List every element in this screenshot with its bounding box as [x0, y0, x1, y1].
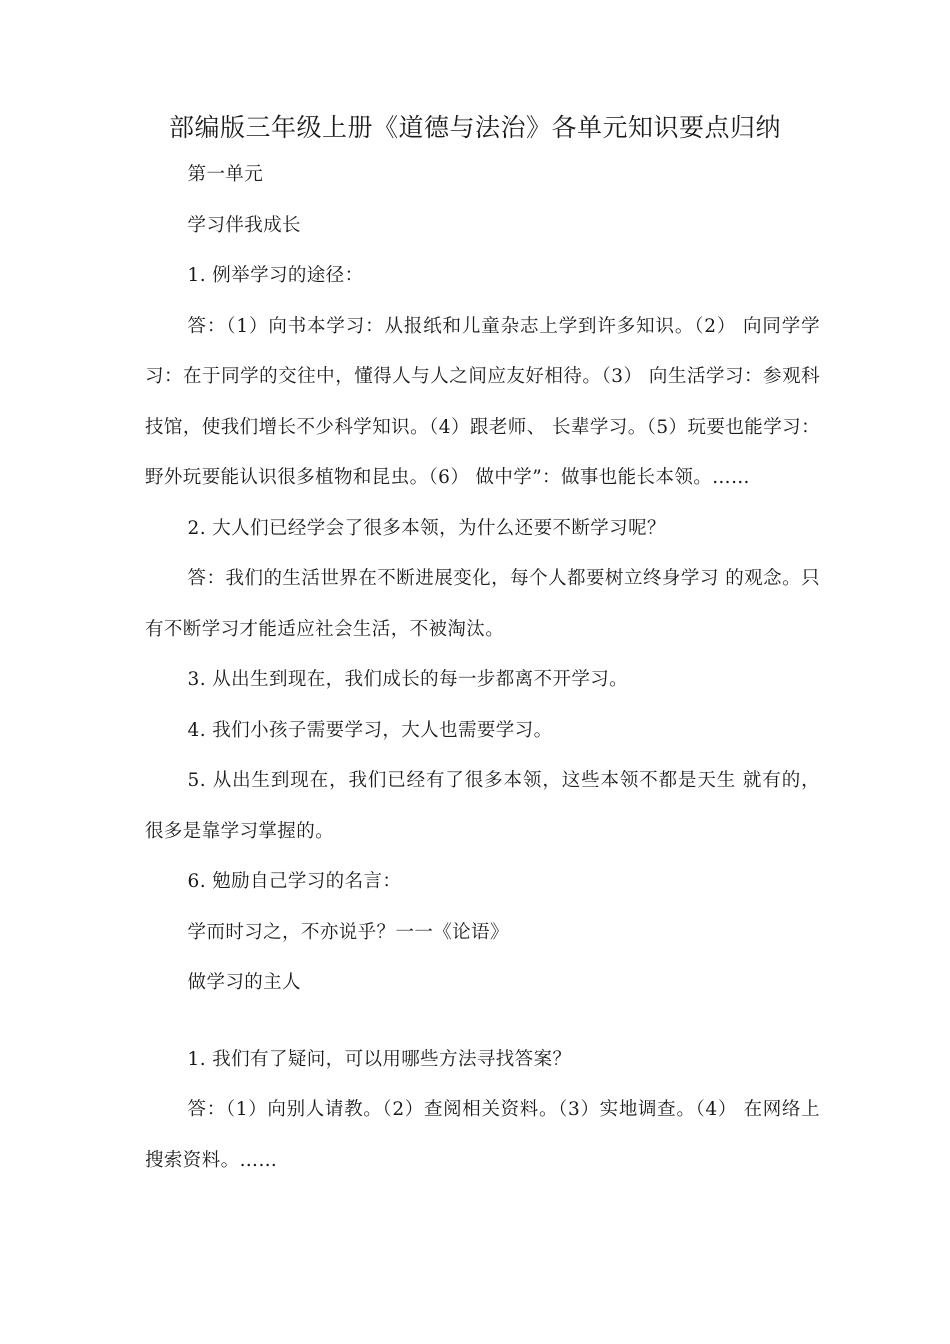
- question-paragraph: 2. 大人们已经学会了很多本领，为什么还要不断学习呢？: [187, 517, 666, 539]
- quote-paragraph: 学而时习之，不亦说乎？一一《论语》: [187, 921, 509, 943]
- question-paragraph: 1. 例举学习的途径：: [187, 265, 364, 286]
- answer-paragraph: 答：（1）向书本学习：从报纸和儿童杂志上学到许多知识。（2） 向同学学习：在于同学的交往中，懂得人与人之间应友好相待。（3） 向生活学习：参观科技馆，使我们增长不少科学知识。（4）跟老师、 长辈学习。（5）玩要也能学习：野外玩要能认识很多植物和昆虫。（6） 做中学”：做事也能长本领。……: [145, 315, 820, 488]
- section-gap: [145, 1009, 820, 1035]
- lesson-heading: 做学习的主人: [187, 972, 301, 993]
- document-title: 部编版三年级上册《道德与法治》各单元知识要点归纳: [168, 113, 781, 142]
- answer-paragraph: 答：（1）向别人请教。（2）查阅相关资料。（3）实地调查。（4） 在网络上搜索资料。……: [145, 1099, 820, 1171]
- point-paragraph: 5. 从出生到现在，我们已经有了很多本领，这些本领不都是天生 就有的，很多是靠学习掌握的。: [145, 770, 820, 842]
- unit-heading: 第一单元: [187, 164, 264, 185]
- answer-paragraph: 答：我们的生活世界在不断进展变化，每个人都要树立终身学习 的观念。只有不断学习才能适应社会生活，不被淘汰。: [145, 568, 820, 640]
- question-paragraph: 1. 我们有了疑问，可以用哪些方法寻找答案？: [187, 1048, 572, 1070]
- document-body: [145, 150, 820, 1186]
- lesson-heading: 学习伴我成长: [187, 214, 301, 236]
- point-paragraph: 3. 从出生到现在，我们成长的每一步都离不开学习。: [187, 669, 629, 690]
- point-paragraph: 6. 勉励自己学习的名言：: [187, 871, 402, 892]
- point-paragraph: 4. 我们小孩子需要学习，大人也需要学习。: [187, 719, 553, 741]
